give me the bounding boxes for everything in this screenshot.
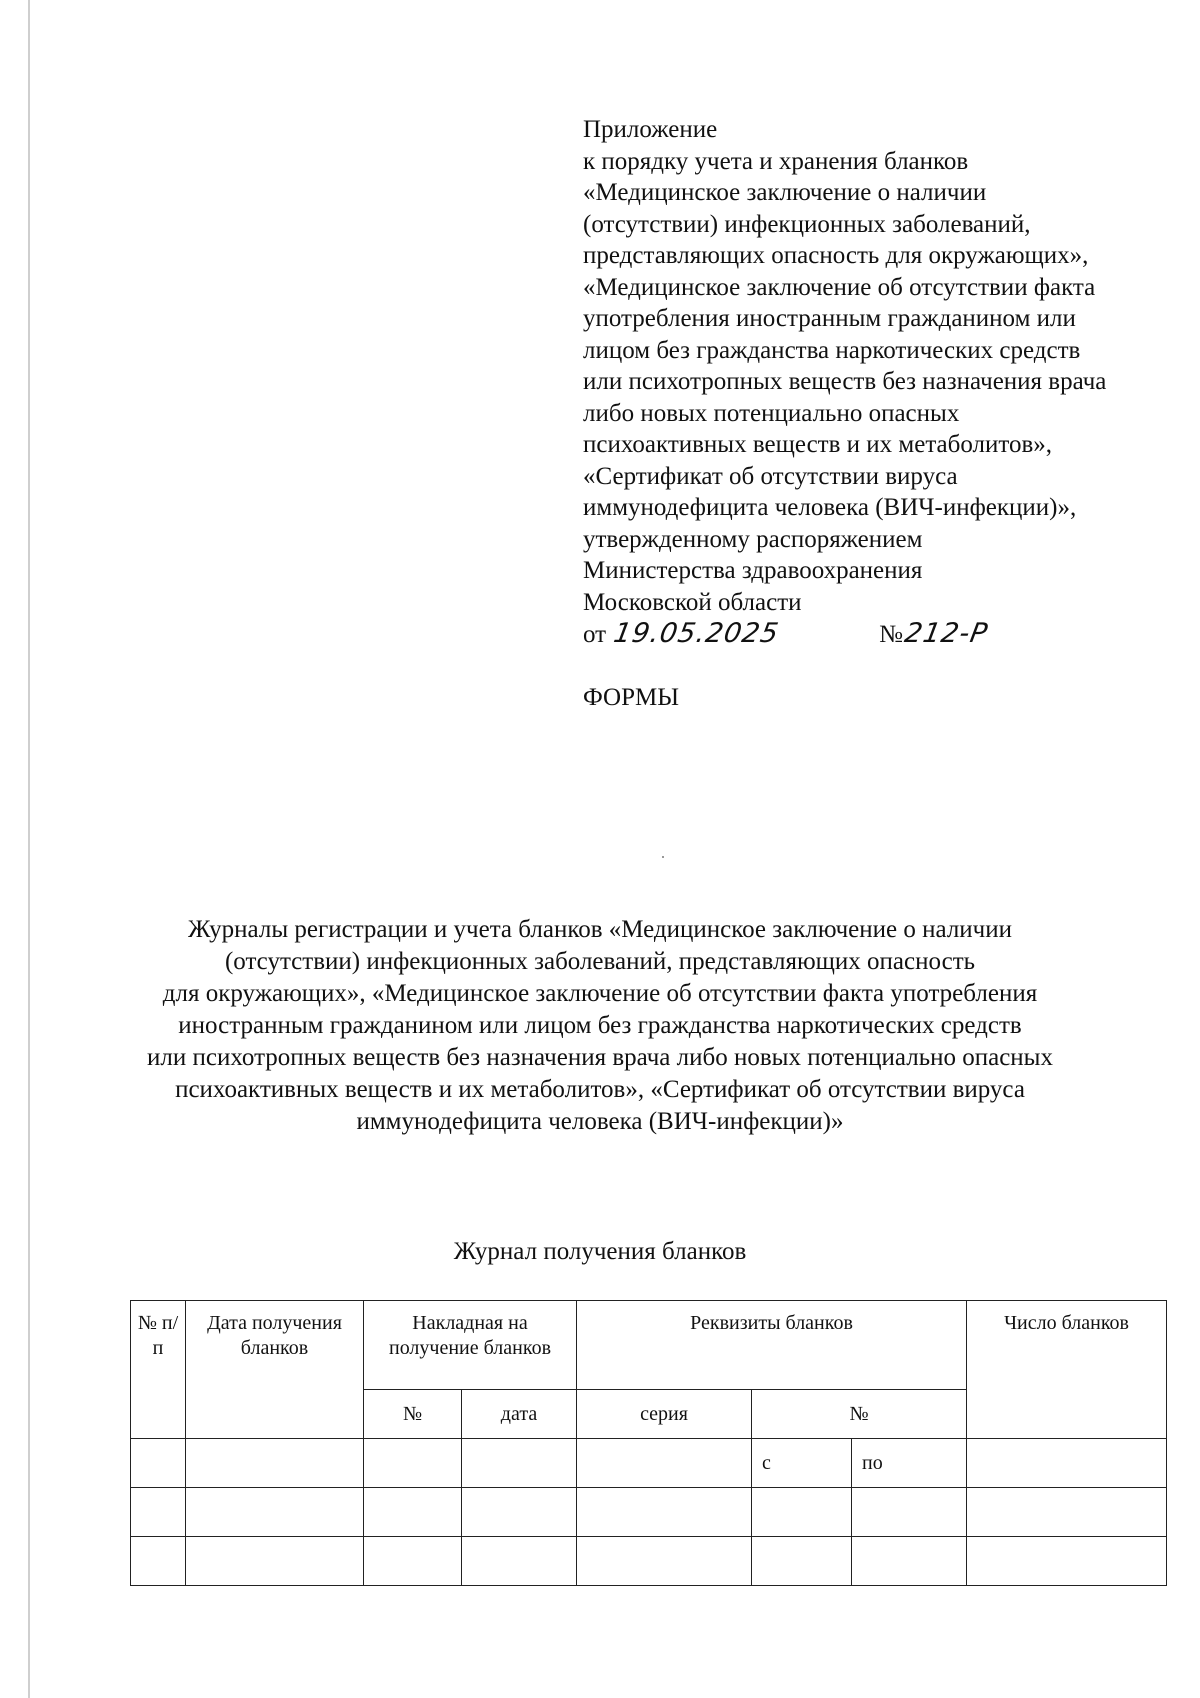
appendix-line: Приложение: [583, 116, 718, 143]
appendix-line: представляющих опасность для окружающих»,: [583, 242, 1089, 269]
table-cell: [967, 1488, 1167, 1537]
table-cell: [131, 1439, 186, 1488]
date-prefix: от: [583, 621, 607, 648]
journal-title-line: или психотропных веществ без назначения врача либо новых потенциально опасных: [147, 1044, 1053, 1071]
appendix-line: Московской области: [583, 588, 802, 616]
appendix-line: «Медицинское заключение о наличии: [583, 179, 987, 206]
header-invoice: Накладная на получение бланков: [364, 1301, 577, 1390]
appendix-line: «Сертификат об отсутствии вируса: [583, 462, 958, 490]
table-title: Журнал получения бланков: [453, 1238, 747, 1265]
table-cell: [967, 1439, 1167, 1488]
table-cell: [967, 1537, 1167, 1586]
header-blank-count: Число бланков: [967, 1301, 1167, 1439]
table-cell: [852, 1537, 967, 1586]
table-cell: [364, 1537, 462, 1586]
appendix-line: иммунодефицита человека (ВИЧ-инфекции)»,: [583, 494, 1077, 521]
subheader-from: с: [752, 1439, 852, 1488]
table-row: [131, 1439, 1167, 1488]
forms-heading: ФОРМЫ: [583, 684, 680, 711]
scan-speck: [662, 856, 664, 858]
order-date-line: [583, 618, 1183, 651]
journal-title-line: иммунодефицита человека (ВИЧ-инфекции)»: [356, 1108, 844, 1135]
appendix-line: (отсутствии) инфекционных заболеваний,: [583, 210, 1031, 238]
journal-title-line: для окружающих», «Медицинское заключение об отсутствии факта употребления: [162, 980, 1038, 1007]
subheader-invoice-number: №: [364, 1390, 462, 1439]
journal-title-line: психоактивных веществ и их метаболитов», «Сертификат об отсутствии вируса: [175, 1076, 1025, 1103]
table-cell: [364, 1439, 462, 1488]
table-cell: [577, 1537, 752, 1586]
table-cell: [752, 1537, 852, 1586]
header-requisites: Реквизиты бланков: [577, 1301, 967, 1390]
journal-title-line: Журналы регистрации и учета бланков «Медицинское заключение о наличии: [187, 916, 1013, 943]
appendix-line: либо новых потенциально опасных: [583, 399, 960, 427]
appendix-line: к порядку учета и хранения бланков: [583, 147, 969, 175]
table-cell: [752, 1488, 852, 1537]
appendix-header: [583, 114, 1183, 651]
journal-title-line: (отсутствии) инфекционных заболеваний, представляющих опасность: [224, 948, 976, 975]
handwritten-number: 212-Р: [902, 618, 991, 649]
table-header-row: [131, 1301, 1167, 1390]
table-cell: [852, 1488, 967, 1537]
subheader-number: №: [752, 1390, 967, 1439]
table-cell: [577, 1439, 752, 1488]
subheader-to: по: [852, 1439, 967, 1488]
handwritten-date: 19.05.2025: [611, 618, 782, 649]
table-cell: [186, 1537, 364, 1586]
appendix-line: «Медицинское заключение об отсутствии факта: [583, 273, 1096, 301]
appendix-line: лицом без гражданства наркотических средств: [583, 336, 1081, 364]
appendix-line: Министерства здравоохранения: [583, 557, 923, 584]
header-receipt-date: Дата получения бланков: [186, 1301, 364, 1439]
appendix-line: или психотропных веществ без назначения врача: [583, 368, 1107, 395]
table-cell: [131, 1488, 186, 1537]
number-prefix: №: [879, 621, 903, 648]
journal-title-line: иностранным гражданином или лицом без гражданства наркотических средств: [178, 1012, 1022, 1039]
table-cell: [462, 1488, 577, 1537]
subheader-series: серия: [577, 1390, 752, 1439]
header-row-number: № п/п: [131, 1301, 186, 1439]
table-cell: [577, 1488, 752, 1537]
appendix-line: психоактивных веществ и их метаболитов»,: [583, 431, 1053, 458]
table-row: [131, 1488, 1167, 1537]
table-cell: [186, 1439, 364, 1488]
table-cell: [462, 1537, 577, 1586]
scan-edge-line: [28, 0, 30, 1698]
appendix-line: употребления иностранным гражданином или: [583, 305, 1076, 332]
appendix-line: утвержденному распоряжением: [583, 525, 923, 553]
receipt-log-table: [130, 1300, 1167, 1586]
subheader-invoice-date: дата: [462, 1390, 577, 1439]
table-cell: [364, 1488, 462, 1537]
table-cell: [131, 1537, 186, 1586]
journal-title: [100, 914, 1100, 1138]
table-cell: [462, 1439, 577, 1488]
table-cell: [186, 1488, 364, 1537]
table-row: [131, 1537, 1167, 1586]
